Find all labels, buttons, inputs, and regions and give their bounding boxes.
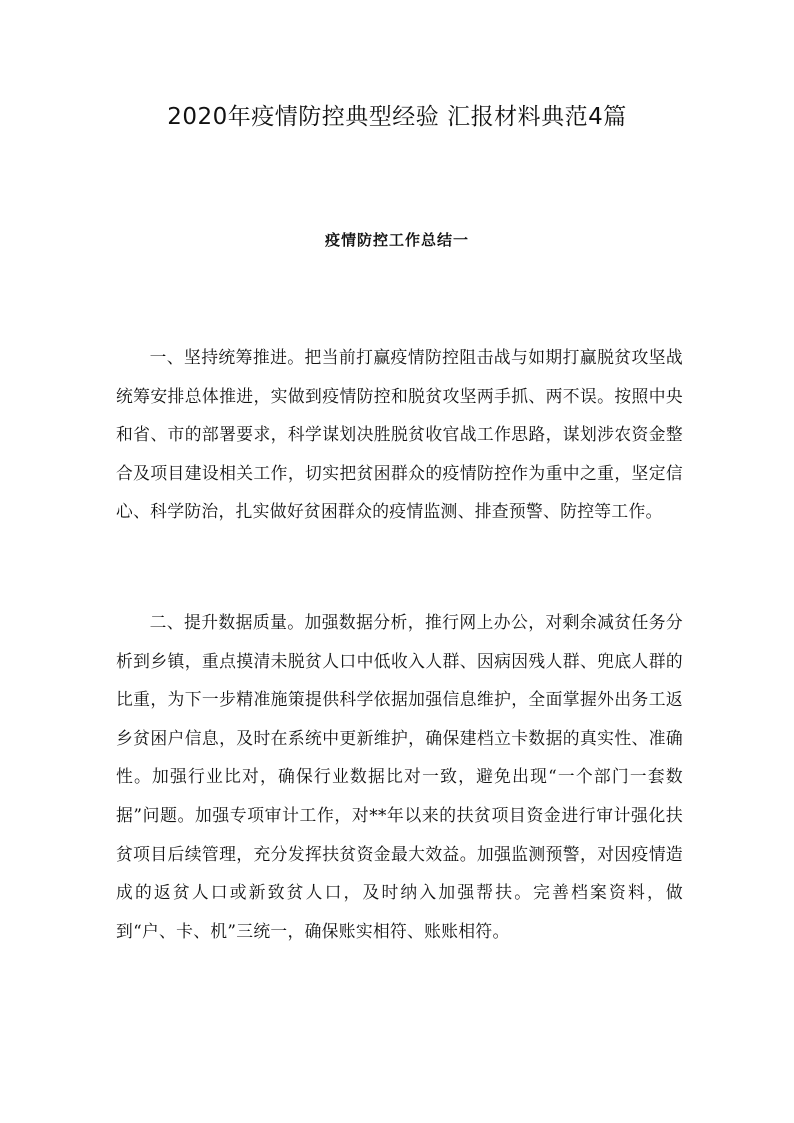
paragraph-2: 二、提升数据质量。加强数据分析，推行网上办公，对剩余减贫任务分析到乡镇，重点摸清未脱贫人口中低收入人群、因病因残人群、兜底人群的比重，为下一步精准施策提供科学依据加强信息维护，全面掌握外出务工返乡贫困户信息，及时在系统中更新维护，确保建档立卡数据的真实性、准确性。加强行业比对，确保行业数据比对一致，避免出现“一个部门一套数据”问题。加强专项审计工作，对**年以来的扶贫项目资金进行审计强化扶贫项目后续管理，充分发挥扶贫资金最大效益。加强监测预警，对因疫情造成的返贫人口或新致贫人口，及时纳入加强帮扶。完善档案资料，做到“户、卡、机”三统一，确保账实相符、账账相符。 <box>116 612 683 941</box>
section-title: 疫情防控工作总结一 <box>324 231 469 249</box>
paragraph-1: 一、坚持统筹推进。把当前打赢疫情防控阻击战与如期打赢脱贫攻坚战统筹安排总体推进，实做到疫情防控和脱贫攻坚两手抓、两不误。按照中央和省、市的部署要求，科学谋划决胜脱贫收官战工作思路，谋划涉农资金整合及项目建设相关工作，切实把贫困群众的疫情防控作为重中之重，坚定信心、科学防治，扎实做好贫困群众的疫情监测、排查预警、防控等工作。 <box>116 347 683 522</box>
document-title: 2020年疫情防控典型经验 汇报材料典范4篇 <box>167 104 627 130</box>
